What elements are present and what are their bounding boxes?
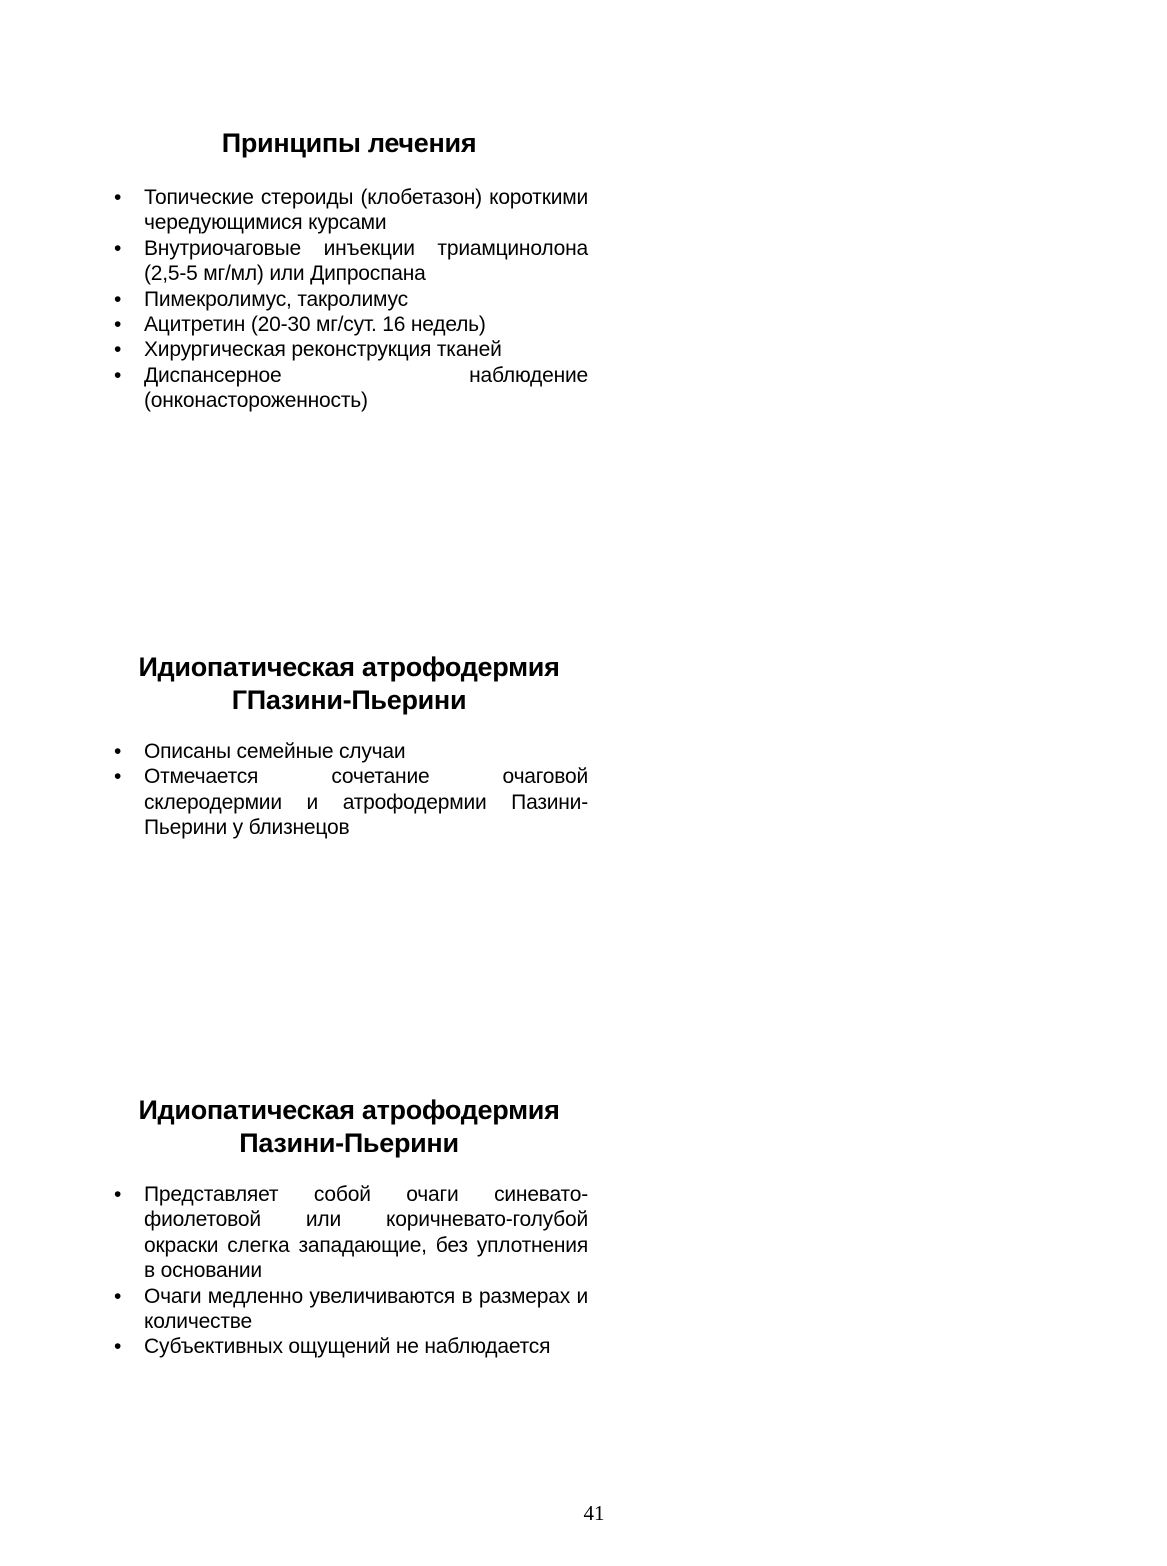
section-title bbox=[110, 1094, 588, 1160]
section-treatment-principles bbox=[110, 127, 588, 414]
list-item: • Субъективных ощущений не наблюдается bbox=[110, 1334, 588, 1359]
list-item: • Представляет собой очаги синевато-фиолетовой или коричневато-голубой окраски слегка западающие, без уплотнения в основании bbox=[110, 1182, 588, 1284]
section-title-line: Принципы лечения bbox=[221, 128, 477, 158]
list-item: • Описаны семейные случаи bbox=[110, 739, 588, 764]
list-item: • Диспансерное наблюдение (онконастороженность) bbox=[110, 363, 588, 414]
list-item: • Очаги медленно увеличиваются в размерах и количестве bbox=[110, 1284, 588, 1335]
list-item: • Ацитретин (20-30 мг/сут. 16 недель) bbox=[110, 312, 588, 337]
section-idiopathic-atrophoderma-2 bbox=[110, 1094, 588, 1360]
section-title-line: ГПазини-Пьерини bbox=[231, 685, 467, 715]
bullet-list bbox=[110, 1182, 588, 1360]
bullet-list bbox=[110, 185, 588, 414]
list-item: • Пимекролимус, такролимус bbox=[110, 287, 588, 312]
list-item: • Отмечается сочетание очаговой склеродермии и атрофодермии Пазини-Пьерини у близнецов bbox=[110, 764, 588, 840]
bullet-list bbox=[110, 739, 588, 841]
page-number: 41 bbox=[583, 1501, 605, 1525]
list-item: • Внутриочаговые инъекции триамцинолона (2,5-5 мг/мл) или Дипроспана bbox=[110, 236, 588, 287]
section-idiopathic-atrophoderma-1 bbox=[110, 651, 588, 841]
section-title-line: Идиопатическая атрофодермия bbox=[138, 652, 560, 682]
list-item: • Топические стероиды (клобетазон) короткими чередующимися курсами bbox=[110, 185, 588, 236]
list-item: • Хирургическая реконструкция тканей bbox=[110, 337, 588, 362]
section-title bbox=[110, 127, 588, 160]
section-title-line: Пазини-Пьерини bbox=[239, 1128, 459, 1158]
section-title-line: Идиопатическая атрофодермия bbox=[138, 1095, 560, 1125]
section-title bbox=[110, 651, 588, 717]
